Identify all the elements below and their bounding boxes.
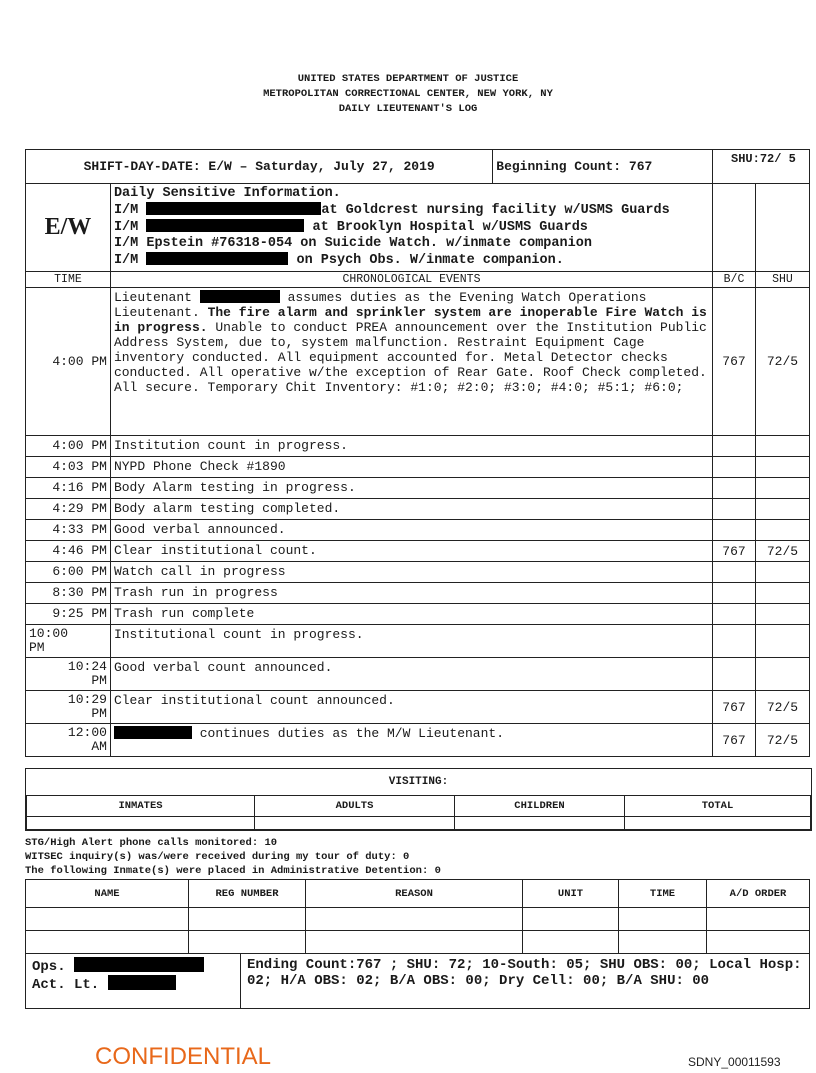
entry-time: 6:00 PM bbox=[26, 562, 111, 583]
visiting-section bbox=[25, 768, 812, 831]
footer-table bbox=[25, 953, 810, 1009]
entry-shu: 72/5 bbox=[755, 541, 809, 562]
detention-cell bbox=[189, 908, 306, 931]
witsec-inquiry: WITSEC inquiry(s) was/were received during my tour of duty: 0 bbox=[25, 851, 410, 863]
entry-event: Clear institutional count. bbox=[110, 541, 712, 562]
entry-time: 4:16 PM bbox=[26, 478, 111, 499]
ending-count-summary: Ending Count:767 ; SHU: 72; 10-South: 05; SHU OBS: 00; Local Hosp: 02; H/A OBS: 02; B/A OBS: 00; Dry Cell: 00; B/A SHU: 00 bbox=[241, 954, 810, 1009]
entry-text: continues duties as the M/W Lieutenant. bbox=[199, 726, 504, 741]
entry-shu bbox=[755, 658, 809, 691]
log-entry bbox=[26, 288, 810, 436]
entry-bc bbox=[713, 583, 756, 604]
detention-cell bbox=[523, 931, 619, 954]
entry-bc: 767 bbox=[713, 724, 756, 757]
visiting-col-adults: ADULTS bbox=[255, 796, 455, 817]
log-entry bbox=[26, 691, 810, 724]
bates-number: SDNY_00011593 bbox=[688, 1055, 781, 1069]
visiting-cell bbox=[255, 817, 455, 830]
sensitive-line-3: I/M Epstein #76318-054 on Suicide Watch. w/inmate companion bbox=[113, 236, 592, 251]
shu-count: SHU:72/ 5 bbox=[713, 150, 810, 184]
entry-event: Trash run complete bbox=[110, 604, 712, 625]
detention-cell bbox=[306, 931, 523, 954]
entry-event: Body Alarm testing in progress. bbox=[110, 478, 712, 499]
detention-cell bbox=[619, 908, 707, 931]
detention-col-time: TIME bbox=[619, 880, 707, 908]
entry-bc: 767 bbox=[713, 288, 756, 436]
entry-text: Unable to conduct PREA announcement over the Institution Public Address System, due to, system malfunction. Restraint Equipment Cage inventory conducted. All equipment accounted for. Metal Detector checks conducted. All operative w/the exception of Rear Gate. Roof Check completed. All secure. Temporary Chit Inventory: #1:0; #2:0; #3:0; #4:0; #5:1; #6:0; bbox=[113, 320, 707, 395]
detention-table bbox=[25, 879, 810, 954]
entry-shu bbox=[755, 478, 809, 499]
entry-text: assumes duties as the Evening Watch Operations Lieutenant. bbox=[113, 290, 647, 320]
detention-col-name: NAME bbox=[26, 880, 189, 908]
log-entry bbox=[26, 520, 810, 541]
entry-event: Institutional count in progress. bbox=[110, 625, 712, 658]
entry-shu bbox=[755, 520, 809, 541]
im-label: I/M bbox=[113, 253, 139, 268]
stg-calls: STG/High Alert phone calls monitored: 10 bbox=[25, 837, 278, 849]
entry-time: 4:33 PM bbox=[26, 520, 111, 541]
entry-shu bbox=[755, 499, 809, 520]
sensitive-line-2: at Brooklyn Hospital w/USMS Guards bbox=[312, 220, 588, 235]
entry-time: 4:00 PM bbox=[26, 436, 111, 457]
fire-alarm-notice: The fire alarm and sprinkler system are inoperable Fire Watch is in progress. bbox=[113, 305, 707, 335]
log-entry bbox=[26, 457, 810, 478]
entry-event: Body alarm testing completed. bbox=[110, 499, 712, 520]
entry-time: 4:00 PM bbox=[26, 288, 111, 436]
col-shu: SHU bbox=[755, 272, 809, 288]
redaction-bar bbox=[114, 726, 192, 739]
entry-time: 4:03 PM bbox=[26, 457, 111, 478]
entry-bc bbox=[713, 562, 756, 583]
im-label: I/M bbox=[113, 203, 139, 218]
shift-code: E/W bbox=[26, 184, 111, 272]
detention-col-a-d-order: A/D ORDER bbox=[707, 880, 810, 908]
act-lt-label: Act. Lt. bbox=[32, 977, 100, 993]
log-entry bbox=[26, 499, 810, 520]
redaction-bar bbox=[200, 290, 280, 303]
entry-shu bbox=[755, 583, 809, 604]
doc-title: DAILY LIEUTENANT'S LOG bbox=[338, 103, 478, 115]
redaction-bar bbox=[74, 957, 204, 972]
shift-day-date: SHIFT-DAY-DATE: E/W – Saturday, July 27, 2019 bbox=[26, 150, 493, 184]
entry-time: 10:29 PM bbox=[26, 691, 111, 724]
admin-detention: The following Inmate(s) were placed in Administrative Detention: 0 bbox=[25, 865, 441, 877]
entry-time: 8:30 PM bbox=[26, 583, 111, 604]
col-bc: B/C bbox=[713, 272, 756, 288]
visiting-col-total: TOTAL bbox=[625, 796, 811, 817]
visiting-cell bbox=[27, 817, 255, 830]
detention-row bbox=[26, 908, 810, 931]
entry-shu bbox=[755, 604, 809, 625]
confidential-label: CONFIDENTIAL bbox=[95, 1043, 272, 1070]
entry-event bbox=[110, 288, 712, 436]
detention-cell bbox=[523, 908, 619, 931]
visiting-table bbox=[26, 795, 811, 830]
entry-event bbox=[110, 724, 712, 757]
entry-event: NYPD Phone Check #1890 bbox=[110, 457, 712, 478]
redaction-bar bbox=[146, 252, 288, 265]
entry-bc bbox=[713, 499, 756, 520]
detention-cell bbox=[26, 908, 189, 931]
redaction-bar bbox=[146, 219, 304, 232]
log-entry bbox=[26, 625, 810, 658]
entry-event: Good verbal announced. bbox=[110, 520, 712, 541]
col-time: TIME bbox=[26, 272, 111, 288]
entry-time: 10:00 PM bbox=[26, 625, 111, 658]
visiting-title: VISITING: bbox=[388, 776, 449, 788]
detention-cell bbox=[26, 931, 189, 954]
entry-bc bbox=[713, 604, 756, 625]
entry-bc bbox=[713, 457, 756, 478]
detention-cell bbox=[189, 931, 306, 954]
visiting-col-inmates: INMATES bbox=[27, 796, 255, 817]
entry-shu: 72/5 bbox=[755, 691, 809, 724]
detention-col-unit: UNIT bbox=[523, 880, 619, 908]
visiting-cell bbox=[625, 817, 811, 830]
entry-shu: 72/5 bbox=[755, 724, 809, 757]
ops-label: Ops. bbox=[32, 959, 66, 975]
entry-time: 10:24 PM bbox=[26, 658, 111, 691]
entry-event: Watch call in progress bbox=[110, 562, 712, 583]
log-entry bbox=[26, 541, 810, 562]
log-entry bbox=[26, 724, 810, 757]
log-entry bbox=[26, 562, 810, 583]
entry-shu bbox=[755, 457, 809, 478]
beginning-count: Beginning Count: 767 bbox=[493, 150, 713, 184]
detention-cell bbox=[707, 931, 810, 954]
log-table bbox=[25, 149, 810, 757]
log-entry bbox=[26, 436, 810, 457]
entry-bc bbox=[713, 658, 756, 691]
entry-shu bbox=[755, 562, 809, 583]
entry-shu bbox=[755, 625, 809, 658]
visiting-col-children: CHILDREN bbox=[455, 796, 625, 817]
log-entry bbox=[26, 478, 810, 499]
entry-time: 9:25 PM bbox=[26, 604, 111, 625]
entry-event: Good verbal count announced. bbox=[110, 658, 712, 691]
entry-bc bbox=[713, 436, 756, 457]
detention-cell bbox=[306, 908, 523, 931]
entry-event: Clear institutional count announced. bbox=[110, 691, 712, 724]
entry-bc bbox=[713, 520, 756, 541]
entry-text: Lieutenant bbox=[113, 290, 192, 305]
detention-col-reason: REASON bbox=[306, 880, 523, 908]
detention-cell bbox=[707, 908, 810, 931]
entry-time: 4:29 PM bbox=[26, 499, 111, 520]
sensitive-line-4: on Psych Obs. W/inmate companion. bbox=[296, 253, 564, 268]
signatures bbox=[26, 954, 241, 1009]
detention-cell bbox=[619, 931, 707, 954]
column-header-row bbox=[26, 272, 810, 288]
sensitive-title: Daily Sensitive Information. bbox=[113, 186, 341, 201]
doc-agency: UNITED STATES DEPARTMENT OF JUSTICE bbox=[297, 73, 519, 85]
sensitive-row bbox=[26, 184, 810, 272]
entry-event: Institution count in progress. bbox=[110, 436, 712, 457]
entry-time: 4:46 PM bbox=[26, 541, 111, 562]
log-entry bbox=[26, 583, 810, 604]
visiting-cell bbox=[455, 817, 625, 830]
sensitive-line-1: at Goldcrest nursing facility w/USMS Guards bbox=[321, 203, 670, 218]
redaction-bar bbox=[146, 202, 321, 215]
entry-bc: 767 bbox=[713, 691, 756, 724]
entry-time: 12:00 AM bbox=[26, 724, 111, 757]
doc-facility: METROPOLITAN CORRECTIONAL CENTER, NEW YORK, NY bbox=[263, 88, 553, 100]
redaction-bar bbox=[108, 975, 176, 990]
entry-shu: 72/5 bbox=[755, 288, 809, 436]
entry-bc bbox=[713, 625, 756, 658]
im-label: I/M bbox=[113, 220, 139, 235]
log-entry bbox=[26, 658, 810, 691]
col-events: CHRONOLOGICAL EVENTS bbox=[110, 272, 712, 288]
shift-row bbox=[26, 150, 810, 184]
detention-col-reg-number: REG NUMBER bbox=[189, 880, 306, 908]
log-entry bbox=[26, 604, 810, 625]
entry-bc bbox=[713, 478, 756, 499]
sensitive-info bbox=[110, 184, 712, 272]
entry-bc: 767 bbox=[713, 541, 756, 562]
detention-row bbox=[26, 931, 810, 954]
entry-event: Trash run in progress bbox=[110, 583, 712, 604]
entry-shu bbox=[755, 436, 809, 457]
